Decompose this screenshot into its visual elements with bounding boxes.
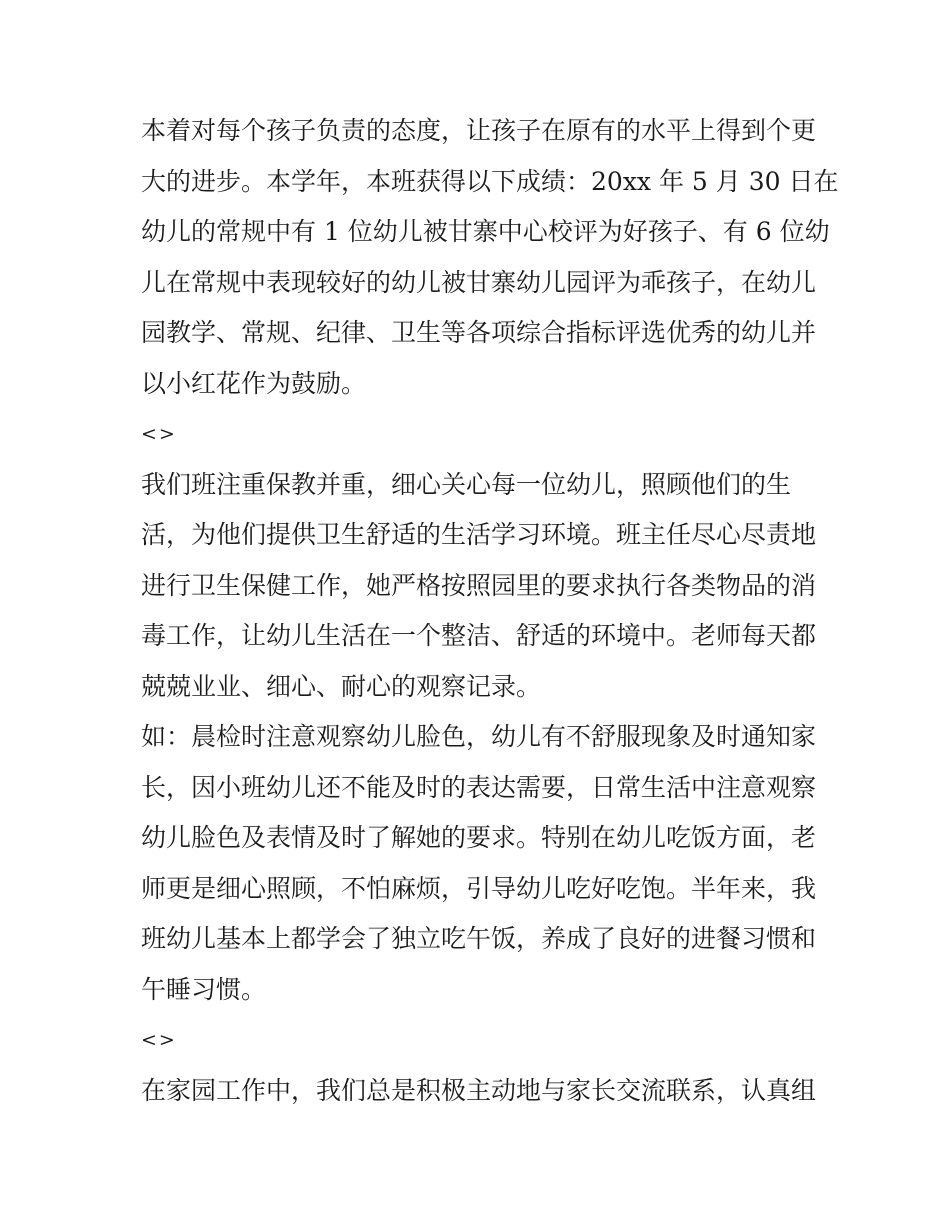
paragraph-daily-observation [141, 712, 821, 1015]
text-line: 进行卫生保健工作，她严格按照园里的要求执行各类物品的消 [141, 570, 817, 600]
text-line: 在家园工作中，我们总是积极主动地与家长交流联系，认真组 [141, 1075, 817, 1105]
text-line: 大的进步。本学年，本班获得以下成绩：20xx 年 5 月 30 日在 [141, 166, 839, 196]
text-line: 毒工作，让幼儿生活在一个整洁、舒适的环境中。老师每天都 [141, 621, 817, 650]
text-line: 我们班注重保教并重，细心关心每一位幼儿，照顾他们的生 [141, 469, 792, 499]
section-separator: <> [141, 1029, 177, 1051]
paragraph-care-and-hygiene [141, 460, 821, 713]
text-line: 兢兢业业、细心、耐心的观察记录。 [141, 671, 542, 701]
section-separator: <> [141, 423, 177, 445]
text-line: 师更是细心照顾，不怕麻烦，引导幼儿吃好吃饱。半年来，我 [141, 873, 817, 903]
text-line: 园教学、常规、纪律、卫生等各项综合指标评选优秀的幼儿并 [141, 318, 817, 347]
paragraph-home-school-work [141, 1066, 821, 1117]
text-line: 长，因小班幼儿还不能及时的表达需要，日常生活中注意观察 [141, 772, 817, 802]
text-line: 活，为他们提供卫生舒适的生活学习环境。班主任尽心尽责地 [141, 520, 817, 549]
text-line: 午睡习惯。 [141, 974, 267, 1004]
text-line: 幼儿的常规中有 1 位幼儿被甘寨中心校评为好孩子、有 6 位幼 [141, 217, 830, 246]
document-body [141, 106, 839, 1116]
text-line: 幼儿脸色及表情及时了解她的要求。特别在幼儿吃饭方面，老 [141, 823, 817, 852]
paragraph-class-achievements [141, 106, 839, 409]
text-line: 以小红花作为鼓励。 [141, 368, 367, 398]
text-line: 本着对每个孩子负责的态度，让孩子在原有的水平上得到个更 [141, 116, 817, 145]
text-line: 如：晨检时注意观察幼儿脸色，幼儿有不舒服现象及时通知家 [141, 722, 817, 751]
text-line: 班幼儿基本上都学会了独立吃午饭，养成了良好的进餐习惯和 [141, 924, 817, 953]
text-line: 儿在常规中表现较好的幼儿被甘寨幼儿园评为乖孩子，在幼儿 [141, 267, 817, 297]
